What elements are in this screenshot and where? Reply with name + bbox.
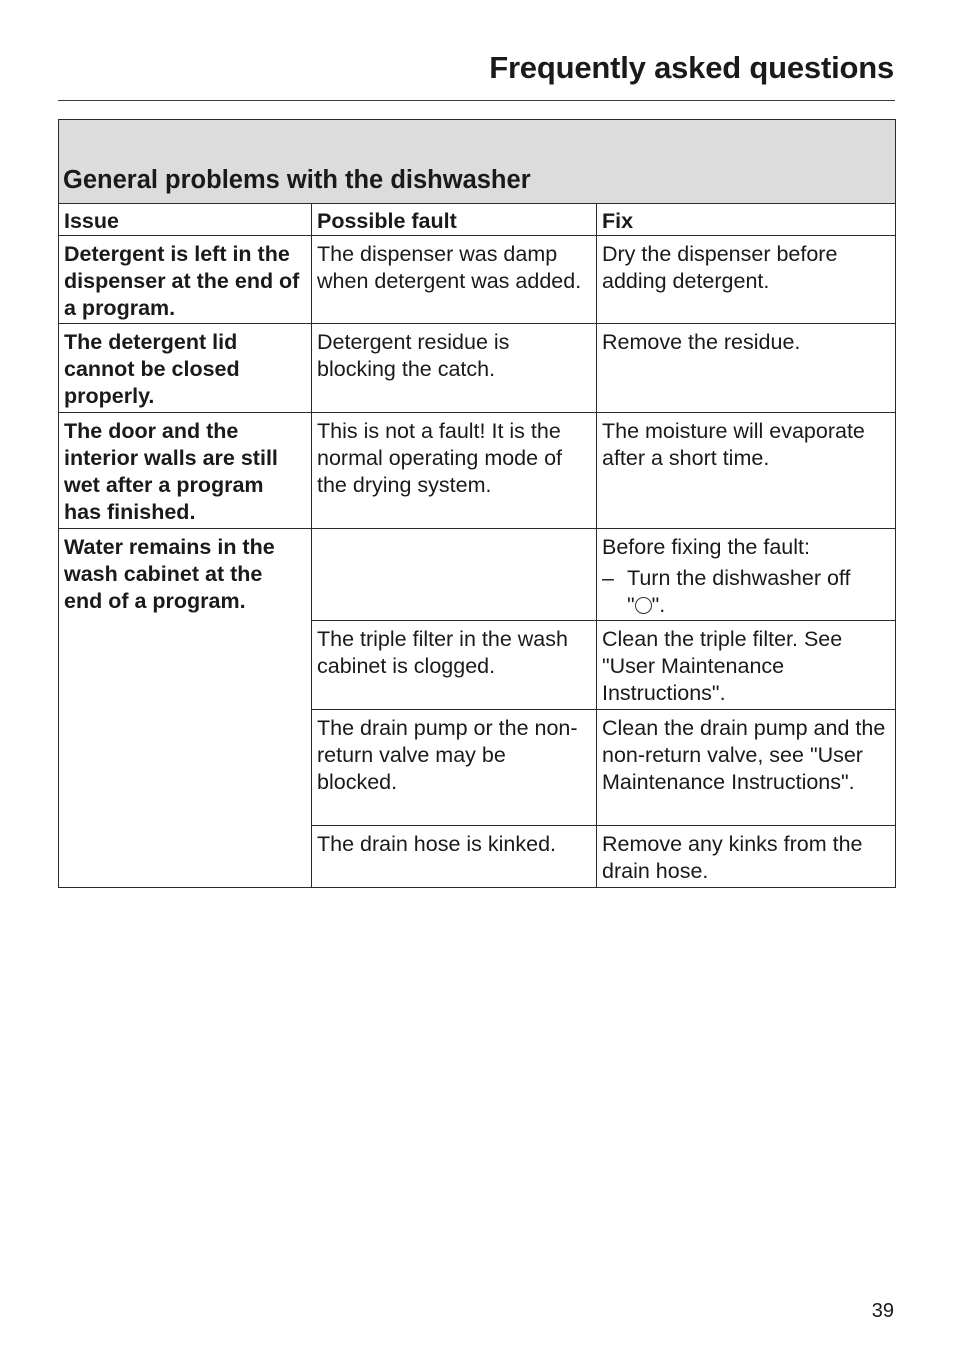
fault-cell: The drain pump or the non-return valve may be blocked. — [312, 710, 597, 826]
fault-cell-empty — [312, 529, 597, 621]
fix-cell: Remove any kinks from the drain hose. — [597, 826, 896, 888]
column-header-row — [59, 204, 896, 236]
issue-cell: Water remains in the wash cabinet at the end of a program. — [59, 529, 312, 888]
fault-cell: Detergent residue is blocking the catch. — [312, 324, 597, 413]
column-header-issue: Issue — [59, 204, 312, 236]
off-circle-icon — [635, 597, 652, 614]
section-header-cell — [59, 120, 896, 204]
column-header-fault: Possible fault — [312, 204, 597, 236]
title-divider — [58, 100, 895, 101]
fault-cell: The dispenser was damp when detergent was added. — [312, 236, 597, 324]
section-title: General problems with the dishwasher — [63, 166, 531, 194]
column-header-fix: Fix — [597, 204, 896, 236]
fault-cell: This is not a fault! It is the normal operating mode of the drying system. — [312, 413, 597, 529]
table-row — [59, 324, 896, 413]
table-row — [59, 413, 896, 529]
issue-cell: Detergent is left in the dispenser at the end of a program. — [59, 236, 312, 324]
section-header-row — [59, 120, 896, 204]
issue-cell: The door and the interior walls are still wet after a program has finished. — [59, 413, 312, 529]
issue-cell: The detergent lid cannot be closed properly. — [59, 324, 312, 413]
fix-cell: The moisture will evaporate after a short time. — [597, 413, 896, 529]
fault-cell: The triple filter in the wash cabinet is clogged. — [312, 621, 597, 710]
table-row — [59, 236, 896, 324]
page-title: Frequently asked questions — [489, 50, 894, 85]
page-number: 39 — [871, 1300, 894, 1322]
fix-cell — [597, 529, 896, 621]
before-fix-step-text: Turn the dishwasher off " ". — [627, 566, 851, 617]
table-row — [59, 529, 896, 621]
fix-cell: Dry the dispenser before adding detergent. — [597, 236, 896, 324]
faq-table — [58, 119, 896, 888]
fix-cell: Clean the drain pump and the non-return valve, see "User Maintenance Instructions". — [597, 710, 896, 826]
dash-bullet: – — [602, 566, 614, 590]
before-fix-step — [602, 565, 890, 619]
fault-cell: The drain hose is kinked. — [312, 826, 597, 888]
fix-cell: Clean the triple filter. See "User Maintenance Instructions". — [597, 621, 896, 710]
before-fix-intro: Before fixing the fault: — [602, 535, 810, 559]
fix-cell: Remove the residue. — [597, 324, 896, 413]
